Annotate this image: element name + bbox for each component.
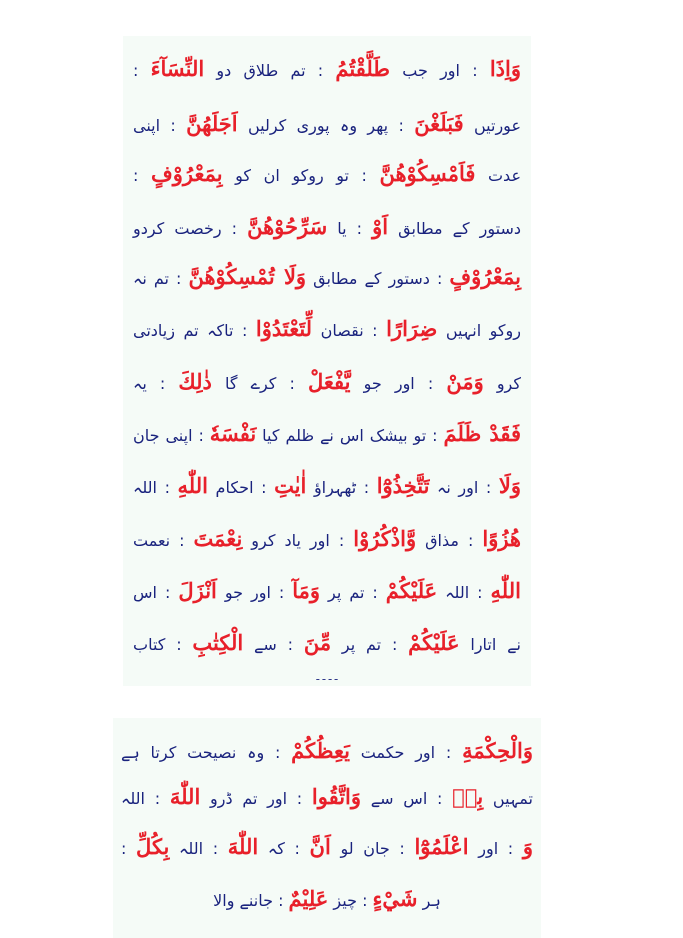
arabic-word: طَلَّقْتُمُ	[335, 56, 391, 81]
arabic-word: وَاِذَا	[489, 56, 522, 81]
urdu-meaning: : اور حکمت	[349, 743, 463, 762]
arabic-word: فَقَدْ ظَلَمَ	[443, 421, 522, 446]
urdu-meaning: : اللہ	[121, 789, 170, 808]
arabic-word: يَّفْعَلْ	[307, 369, 351, 394]
text-line	[123, 578, 531, 603]
urdu-meaning: : مذاق	[416, 531, 483, 550]
arabic-word: اللّٰهِ	[177, 473, 208, 498]
urdu-meaning: : احکام	[207, 478, 275, 497]
urdu-meaning: : اس	[133, 583, 179, 602]
urdu-meaning: :	[133, 61, 151, 80]
arabic-word: اَوْ	[372, 214, 389, 239]
arabic-word: اعْلَمُوْٓا	[414, 834, 469, 859]
arabic-word: بِكُلِّ	[136, 834, 170, 859]
urdu-meaning: : پھر وہ پوری کرلیں	[237, 116, 415, 135]
urdu-meaning: : کہ	[258, 839, 310, 858]
urdu-meaning: : تو بیشک اس نے ظلم کیا	[256, 426, 444, 445]
urdu-meaning: : اور جب	[390, 61, 490, 80]
urdu-meaning: : اور تم ڈرو	[200, 789, 312, 808]
urdu-meaning: : اللہ	[437, 583, 491, 602]
text-line	[113, 738, 541, 763]
urdu-meaning: : تم نہ	[133, 269, 189, 288]
arabic-word: فَاَمْسِكُوْهُنَّ	[379, 161, 476, 186]
arabic-word: بِمَعْرُوْفٍ	[449, 264, 522, 289]
arabic-word: عَلَيْكُمْ	[385, 578, 438, 603]
arabic-word: وَاتَّقُوا	[311, 784, 362, 809]
text-line	[123, 526, 531, 551]
vocabulary-panel-bottom	[113, 718, 541, 938]
urdu-meaning: دستور کے مطابق	[388, 219, 521, 238]
cropped-line-fragment: ـ ـ ـ ـ	[316, 672, 338, 683]
urdu-meaning: : تاکہ تم زیادتی	[133, 321, 256, 340]
urdu-meaning: : نعمت	[133, 531, 194, 550]
arabic-word: تَتَّخِذُوْٓا	[376, 473, 430, 498]
urdu-meaning: : دستور کے مطابق	[306, 269, 450, 288]
arabic-word: لِّتَعْتَدُوْا	[255, 316, 313, 341]
text-line	[123, 111, 531, 136]
text-line	[123, 56, 531, 81]
arabic-word: ضِرَارًا	[386, 316, 438, 341]
urdu-meaning: : چیز	[328, 891, 373, 910]
arabic-word: سَرِّحُوْهُنَّ	[247, 214, 328, 239]
arabic-word: اللّٰهَ	[169, 784, 201, 809]
urdu-meaning: : اس سے	[361, 789, 453, 808]
urdu-meaning: : تم پر	[331, 635, 409, 654]
urdu-meaning: : ٹھہراؤ	[306, 478, 377, 497]
urdu-meaning: : اللہ	[169, 839, 228, 858]
text-line	[113, 886, 541, 911]
urdu-meaning: : جان لو	[330, 839, 415, 858]
text-line	[123, 214, 531, 239]
urdu-meaning: :	[121, 839, 137, 858]
arabic-word: فَبَلَغْنَ	[414, 111, 464, 136]
urdu-meaning: روکو انہیں	[437, 321, 521, 340]
text-line	[123, 421, 531, 446]
arabic-word: اَنَّ	[309, 834, 331, 859]
urdu-meaning: : اور	[468, 839, 523, 858]
text-line	[123, 369, 531, 394]
vocabulary-panel-top	[123, 36, 531, 686]
urdu-meaning: : سے	[243, 635, 304, 654]
arabic-word: وَمَنْ	[446, 369, 484, 394]
arabic-word: نَفْسَهٗ	[209, 421, 257, 446]
arabic-word: عَلَيْكُمْ	[408, 630, 460, 655]
urdu-meaning: :	[133, 166, 151, 185]
arabic-word: هُزُوًا	[482, 526, 521, 551]
urdu-meaning: کرو	[483, 374, 522, 393]
arabic-word: شَيْءٍ	[372, 886, 418, 911]
urdu-meaning: : کتاب	[133, 635, 193, 654]
arabic-word: مِّنَ	[303, 630, 332, 655]
arabic-word: وَ	[522, 834, 534, 859]
arabic-word: اَجَلَهُنَّ	[186, 111, 238, 136]
urdu-meaning: : اپنی	[133, 116, 187, 135]
urdu-meaning: ہر	[417, 891, 441, 910]
arabic-word: ذٰلِكَ	[178, 369, 212, 394]
arabic-word: النِّسَآءَ	[150, 56, 205, 81]
urdu-meaning: : نقصان	[312, 321, 387, 340]
urdu-meaning: : اور یاد کرو	[242, 531, 354, 550]
arabic-word: الْكِتٰبِ	[192, 630, 244, 655]
arabic-word: وَلَا تُمْسِكُوْهُنَّ	[188, 264, 307, 289]
text-line	[123, 316, 531, 341]
urdu-meaning: : یہ	[133, 374, 179, 393]
urdu-meaning: : اور جو	[350, 374, 447, 393]
arabic-word: وَمَآ	[292, 578, 321, 603]
arabic-word: نِعْمَتَ	[193, 526, 243, 551]
arabic-word: يَعِظُكُمْ	[291, 738, 350, 763]
urdu-meaning: : رخصت کردو	[133, 219, 248, 238]
arabic-word: وَالْحِكْمَةِ	[462, 738, 534, 763]
arabic-word: بِهٖ	[452, 784, 484, 809]
urdu-meaning: : تم طلاق دو	[204, 61, 336, 80]
urdu-meaning: : یا	[327, 219, 373, 238]
arabic-word: وَّاذْكُرُوْا	[353, 526, 417, 551]
arabic-word: بِمَعْرُوْفٍ	[150, 161, 223, 186]
urdu-meaning: عدت	[475, 166, 521, 185]
urdu-meaning: : وہ نصیحت کرتا ہے	[121, 743, 292, 762]
urdu-meaning: : اور جو	[216, 583, 293, 602]
urdu-meaning: : اور نہ	[429, 478, 499, 497]
urdu-meaning: تمہیں	[483, 789, 533, 808]
text-line	[123, 630, 531, 655]
text-line	[123, 161, 531, 186]
urdu-meaning: : اپنی جان	[133, 426, 210, 445]
urdu-meaning: : تم پر	[320, 583, 386, 602]
text-line	[123, 473, 531, 498]
urdu-meaning: : کرے گا	[211, 374, 308, 393]
urdu-meaning: نے اتارا	[459, 635, 521, 654]
arabic-word: اللّٰهَ	[227, 834, 259, 859]
arabic-word: اللّٰهِ	[490, 578, 521, 603]
arabic-word: اَنْزَلَ	[178, 578, 217, 603]
arabic-word: عَلِيْمٌ	[288, 886, 329, 911]
text-line	[113, 784, 541, 809]
arabic-word: اٰيٰتِ	[274, 473, 307, 498]
urdu-meaning: : جاننے والا	[213, 891, 289, 910]
arabic-word: وَلَا	[498, 473, 521, 498]
urdu-meaning: عورتیں	[463, 116, 521, 135]
text-line	[123, 264, 531, 289]
text-line	[113, 834, 541, 859]
urdu-meaning: : تو روکو ان کو	[222, 166, 380, 185]
urdu-meaning: : اللہ	[133, 478, 178, 497]
